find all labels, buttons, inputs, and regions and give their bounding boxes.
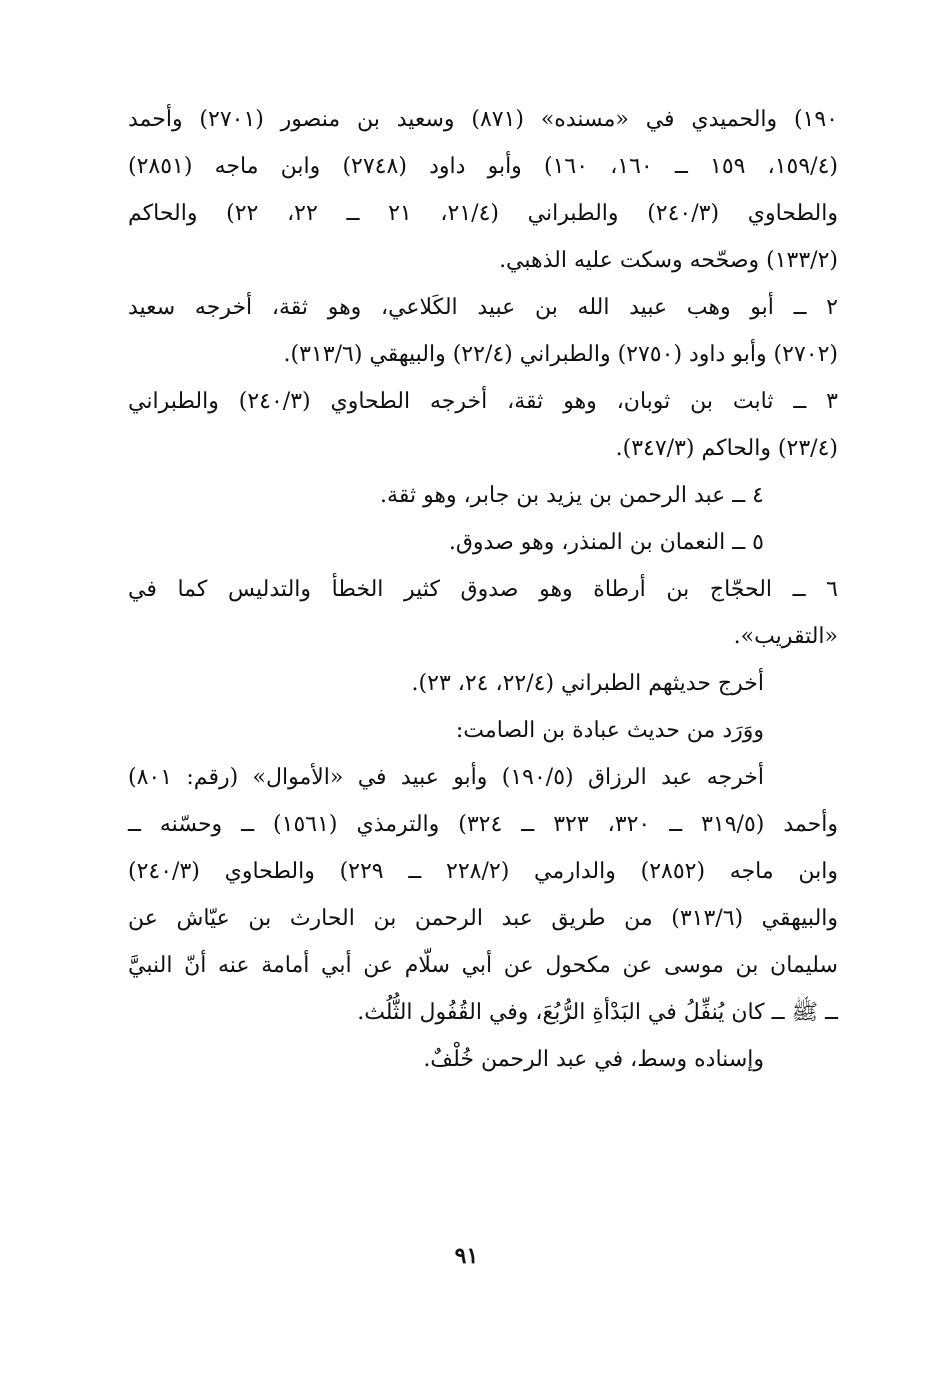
page-number: ٩١: [454, 1243, 479, 1269]
text-line: «التقريب».: [733, 624, 838, 649]
text-line: وأحمد (٣١٩/٥ ــ ٣٢٠، ٣٢٣ ــ ٣٢٤) والترمذي (١٥٦١) ــ وحسّنه ــ: [128, 812, 838, 837]
text-line: (٢٧٠٢) وأبو داود (٢٧٥٠) والطبراني (٢٢/٤) والبيهقي (٣١٣/٦).: [283, 342, 838, 367]
text-line: ــ ﷺ ــ كان يُنفِّلُ في البَدْأةِ الرُّبُعَ، وفي القُفُول الثُّلُث.: [357, 1000, 838, 1025]
text-line: ٣ ــ ثابت بن ثوبان، وهو ثقة، أخرجه الطحاوي (٢٤٠/٣) والطبراني: [128, 389, 838, 414]
text-line: ٦ ــ الحجّاج بن أرطاة وهو صدوق كثير الخطأ والتدليس كما في: [128, 577, 838, 602]
text-line: ٥ ــ النعمان بن المنذر، وهو صدوق.: [448, 530, 764, 555]
text-line: سليمان بن موسى عن مكحول عن أبي سلّام عن أبي أمامة عنه أنّ النبيَّ: [128, 953, 838, 978]
text-line: والبيهقي (٣١٣/٦) من طريق عبد الرحمن بن الحارث بن عيّاش عن: [128, 906, 839, 931]
text-line: (١٣٣/٢) وصحّحه وسكت عليه الذهبي.: [499, 248, 838, 273]
text-line: ٤ ــ عبد الرحمن بن يزيد بن جابر، وهو ثقة.: [380, 483, 764, 508]
text-line: أخرج حديثهم الطبراني (٢٢/٤، ٢٤، ٢٣).: [411, 671, 764, 696]
text-line: أخرجه عبد الرزاق (١٩٠/٥) وأبو عبيد في «الأموال» (رقم: ٨٠١): [128, 765, 764, 790]
text-line: والطحاوي (٢٤٠/٣) والطبراني (٢١/٤، ٢١ ــ ٢٢، ٢٢) والحاكم: [128, 201, 838, 226]
text-line: ١٩٠) والحميدي في «مسنده» (٨٧١) وسعيد بن منصور (٢٧٠١) وأحمد: [128, 107, 838, 132]
text-line: (٢٣/٤) والحاكم (٣٤٧/٣).: [615, 436, 838, 461]
text-line: ٢ ــ أبو وهب عبيد الله بن عبيد الكَلاعي، وهو ثقة، أخرجه سعيد: [128, 295, 838, 320]
body-text: [128, 96, 838, 1083]
text-line: ووَرَد من حديث عبادة بن الصامت:: [455, 718, 764, 743]
text-line: وابن ماجه (٢٨٥٢) والدارمي (٢٢٨/٢ ــ ٢٢٩) والطحاوي (٢٤٠/٣): [128, 859, 839, 884]
text-line: وإسناده وسط، في عبد الرحمن خُلْفٌ.: [423, 1047, 764, 1072]
text-line: (١٥٩/٤، ١٥٩ ــ ١٦٠، ١٦٠) وأبو داود (٢٧٤٨) وابن ماجه (٢٨٥١): [128, 154, 839, 179]
